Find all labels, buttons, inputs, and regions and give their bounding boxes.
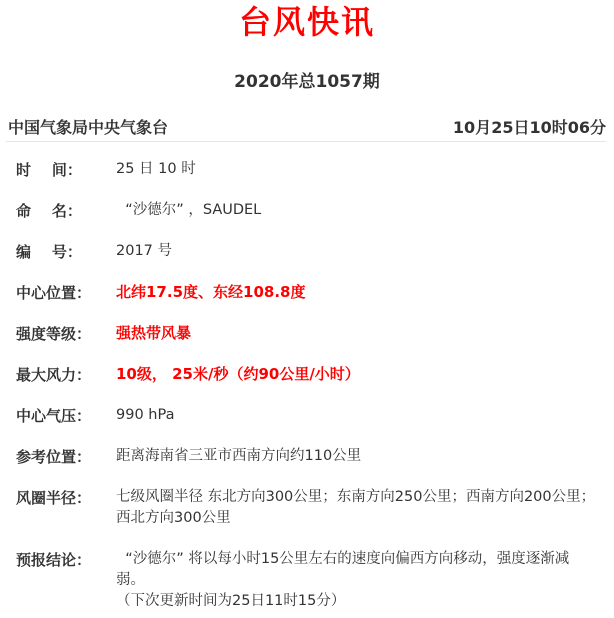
field-label: 命 名： xyxy=(16,202,82,220)
field-value: 北纬17.5度、东经108.8度 xyxy=(116,283,306,301)
page-title: 台风快讯 xyxy=(238,3,375,41)
publisher-row xyxy=(6,115,606,142)
field-value: 七级风圈半径 东北方向300公里；东南方向250公里；西南方向200公里；西北方向300公里 xyxy=(116,489,596,526)
field-value: 10级， 25米/秒（约90公里/小时） xyxy=(116,365,360,383)
field-label: 最大风力： xyxy=(16,366,92,384)
publisher-name: 中国气象局中央气象台 xyxy=(8,118,169,137)
next-update-note: （下次更新时间为25日11时15分） xyxy=(116,593,346,609)
field-value: 距离海南省三亚市西南方向约110公里 xyxy=(116,448,362,464)
field-label: 中心气压： xyxy=(16,407,92,425)
forecast-text: “沙德尔” 将以每小时15公里左右的速度向偏西方向移动，强度逐渐减弱。 xyxy=(116,551,570,588)
field-label: 中心位置： xyxy=(16,284,92,302)
field-value: 25 日 10 时 xyxy=(116,161,196,177)
field-value xyxy=(116,549,596,612)
field-value: “沙德尔” ，SAUDEL xyxy=(116,202,262,218)
field-label: 编 号： xyxy=(16,243,82,261)
field-value: 强热带风暴 xyxy=(116,324,192,342)
issue-number: 2020年总1057期 xyxy=(234,72,380,92)
field-label: 时 间： xyxy=(16,161,82,179)
field-label: 风圈半径： xyxy=(16,489,92,507)
field-value: 990 hPa xyxy=(116,407,175,423)
publish-datetime: 10月25日10时06分 xyxy=(452,118,606,137)
field-value: 2017 号 xyxy=(116,243,173,259)
field-label: 强度等级： xyxy=(16,325,92,343)
field-label: 预报结论： xyxy=(16,551,92,569)
field-label: 参考位置： xyxy=(16,448,92,466)
